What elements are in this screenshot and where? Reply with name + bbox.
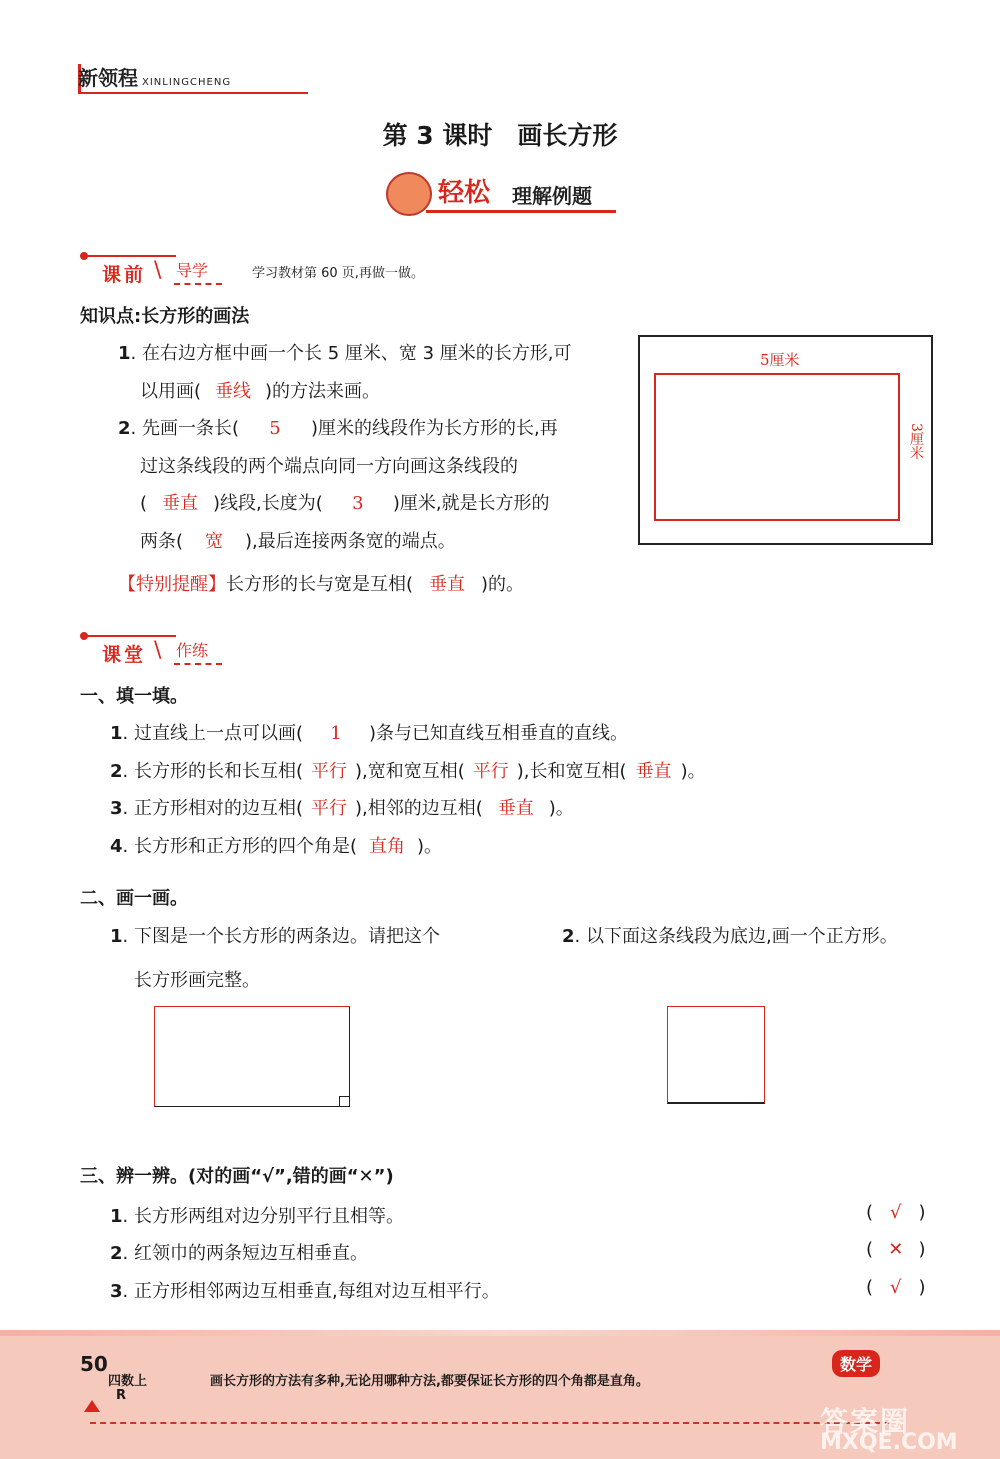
q-text: (	[140, 493, 148, 514]
pre-class-note: 学习教材第 60 页,再做一做。	[252, 266, 424, 281]
footer-tip: 画长方形的方法有多种,无论用哪种方法,都要保证长方形的四个角都是直角。	[210, 1374, 649, 1389]
tip-text: )的。	[481, 574, 525, 595]
q-text: )的方法来画。	[265, 381, 381, 402]
banner-underline	[426, 210, 616, 213]
q-text: . 在右边方框中画一个长 5 厘米、宽 3 厘米的长方形,可	[130, 343, 572, 364]
page-footer	[0, 1330, 1000, 1459]
tip-label: 【特别提醒】	[118, 574, 226, 595]
q-text: )线段,长度为(	[213, 493, 323, 514]
part1-title: 一、填一填。	[80, 686, 188, 707]
part3-item-2	[110, 1239, 368, 1265]
torn-edge	[0, 1330, 1000, 1336]
part3-title: 三、辨一辨。(对的画“√”,错的画“✕”)	[80, 1166, 394, 1187]
special-tip	[118, 570, 524, 596]
pre-q2-line1	[118, 414, 558, 440]
header-rule	[86, 635, 176, 637]
q-text: )厘米,就是长方形的	[392, 493, 550, 514]
part3-item-1	[110, 1202, 404, 1228]
q-number: 1	[110, 1206, 123, 1227]
q-number: 2	[562, 926, 575, 947]
pre-class-label: 课前	[102, 264, 147, 286]
right-angle-mark-icon	[339, 1096, 349, 1106]
header-rule	[86, 255, 176, 257]
answer-blank: 垂直	[497, 798, 534, 819]
q-number: 2	[118, 418, 131, 439]
brand-name: 新领程	[78, 66, 138, 90]
judge-answer: √	[890, 1202, 902, 1223]
part1-item-1	[110, 719, 628, 745]
q-text: ),宽和宽互相(	[355, 761, 465, 782]
in-class-header	[80, 632, 380, 666]
knowledge-point: 知识点:长方形的画法	[80, 306, 250, 327]
part2-q1-line2: 长方形画完整。	[134, 970, 260, 991]
answer-blank: 垂直	[162, 493, 199, 514]
part1-item-3	[110, 794, 574, 820]
answer-blank: 3	[352, 493, 364, 514]
q-text: )条与已知直线互相垂直的直线。	[369, 723, 629, 744]
banner-small-text: 理解例题	[512, 184, 592, 208]
q-text: . 正方形相对的边互相(	[122, 798, 303, 819]
edition-label: R	[116, 1388, 127, 1403]
subject-badge: 数学	[832, 1350, 880, 1377]
answer-blank: 垂直	[635, 761, 672, 782]
q-number: 1	[110, 926, 123, 947]
part3-answer-2: ( ✕ )	[866, 1239, 926, 1260]
q-text: . 过直线上一点可以画(	[122, 723, 303, 744]
pre-q2-line3	[140, 489, 550, 515]
q-text: )厘米的线段作为长方形的长,再	[311, 418, 558, 439]
rectangle-drawing	[154, 1006, 350, 1107]
judge-answer: √	[890, 1277, 902, 1298]
q-number: 2	[110, 761, 123, 782]
q-text: ),长和宽互相(	[516, 761, 627, 782]
q-number: 4	[110, 836, 123, 857]
part3-answer-3: ( √ )	[866, 1277, 926, 1298]
answer-blank: 平行	[472, 761, 509, 782]
q-text: )。	[417, 836, 443, 857]
q-text: ),最后连接两条宽的端点。	[245, 531, 456, 552]
q-text: . 正方形相邻两边互相垂直,每组对边互相平行。	[122, 1281, 500, 1302]
answer-blank: 1	[330, 723, 342, 744]
q-number: 3	[110, 1281, 123, 1302]
brand-logo	[78, 62, 231, 91]
q-text: ),相邻的边互相(	[355, 798, 483, 819]
pre-class-handwritten: 导学	[174, 258, 222, 285]
answer-blank: 平行	[311, 761, 347, 782]
section-banner	[386, 170, 626, 214]
answer-blank: 5	[269, 418, 281, 439]
part3-answer-1: ( √ )	[866, 1202, 926, 1223]
part1-item-2	[110, 757, 706, 783]
watermark-text: 答案圈	[820, 1405, 911, 1438]
judge-answer: ✕	[888, 1239, 904, 1260]
q-text: )。	[680, 761, 706, 782]
q-number: 3	[110, 798, 123, 819]
width-label: 3厘米	[908, 423, 924, 460]
answer-blank: 平行	[311, 798, 347, 819]
page-number: 50	[80, 1352, 108, 1376]
part1-item-4	[110, 832, 442, 858]
answer-blank: 垂直	[429, 574, 466, 595]
pre-q1-line2	[140, 377, 380, 403]
part2-q1-line1	[110, 922, 440, 948]
tip-text: 长方形的长与宽是互相(	[226, 574, 414, 595]
pre-class-header	[80, 252, 580, 286]
part2-q2	[562, 922, 898, 948]
grade-label: 四数上	[108, 1374, 148, 1389]
q-text: . 长方形和正方形的四个角是(	[122, 836, 357, 857]
part2-title: 二、画一画。	[80, 888, 188, 909]
slash-icon: \	[154, 638, 162, 663]
brand-underline	[78, 92, 308, 94]
q-text: . 以下面这条线段为底边,画一个正方形。	[574, 926, 898, 947]
slash-icon: \	[154, 258, 162, 283]
banner-big-text: 轻松	[438, 178, 491, 208]
brand-pinyin: XINLINGCHENG	[142, 77, 232, 88]
footer-dashed-line	[90, 1422, 890, 1424]
q-text: 两条(	[140, 531, 184, 552]
pre-q2-line2: 过这条线段的两个端点向同一方向画这条线段的	[140, 456, 518, 477]
watermark-url: MXQE.COM	[820, 1430, 958, 1455]
page-title: 第 3 课时 画长方形	[382, 121, 618, 150]
up-arrow-icon	[84, 1400, 100, 1412]
answer-blank: 垂线	[215, 381, 252, 402]
in-class-label: 课堂	[102, 644, 147, 666]
q-text: 以用画(	[140, 381, 202, 402]
q-number: 1	[110, 723, 123, 744]
pre-q2-line4	[140, 527, 456, 553]
length-label: 5厘米	[760, 351, 800, 369]
q-text: . 长方形的长和长互相(	[122, 761, 303, 782]
q-text: . 先画一条长(	[130, 418, 239, 439]
in-class-handwritten: 作练	[174, 638, 222, 665]
pre-q1-line1	[118, 339, 572, 365]
part3-item-3	[110, 1277, 500, 1303]
answer-blank: 直角	[369, 836, 405, 857]
drawn-rectangle	[654, 373, 900, 521]
q-text: . 下图是一个长方形的两条边。请把这个	[122, 926, 440, 947]
square-drawing	[667, 1006, 765, 1104]
q-text: . 长方形两组对边分别平行且相等。	[122, 1206, 404, 1227]
q-number: 2	[110, 1243, 123, 1264]
q-number: 1	[118, 343, 131, 364]
rectangle-figure	[638, 335, 933, 545]
q-text: . 红领巾的两条短边互相垂直。	[122, 1243, 368, 1264]
q-text: )。	[548, 798, 574, 819]
answer-blank: 宽	[205, 531, 224, 552]
